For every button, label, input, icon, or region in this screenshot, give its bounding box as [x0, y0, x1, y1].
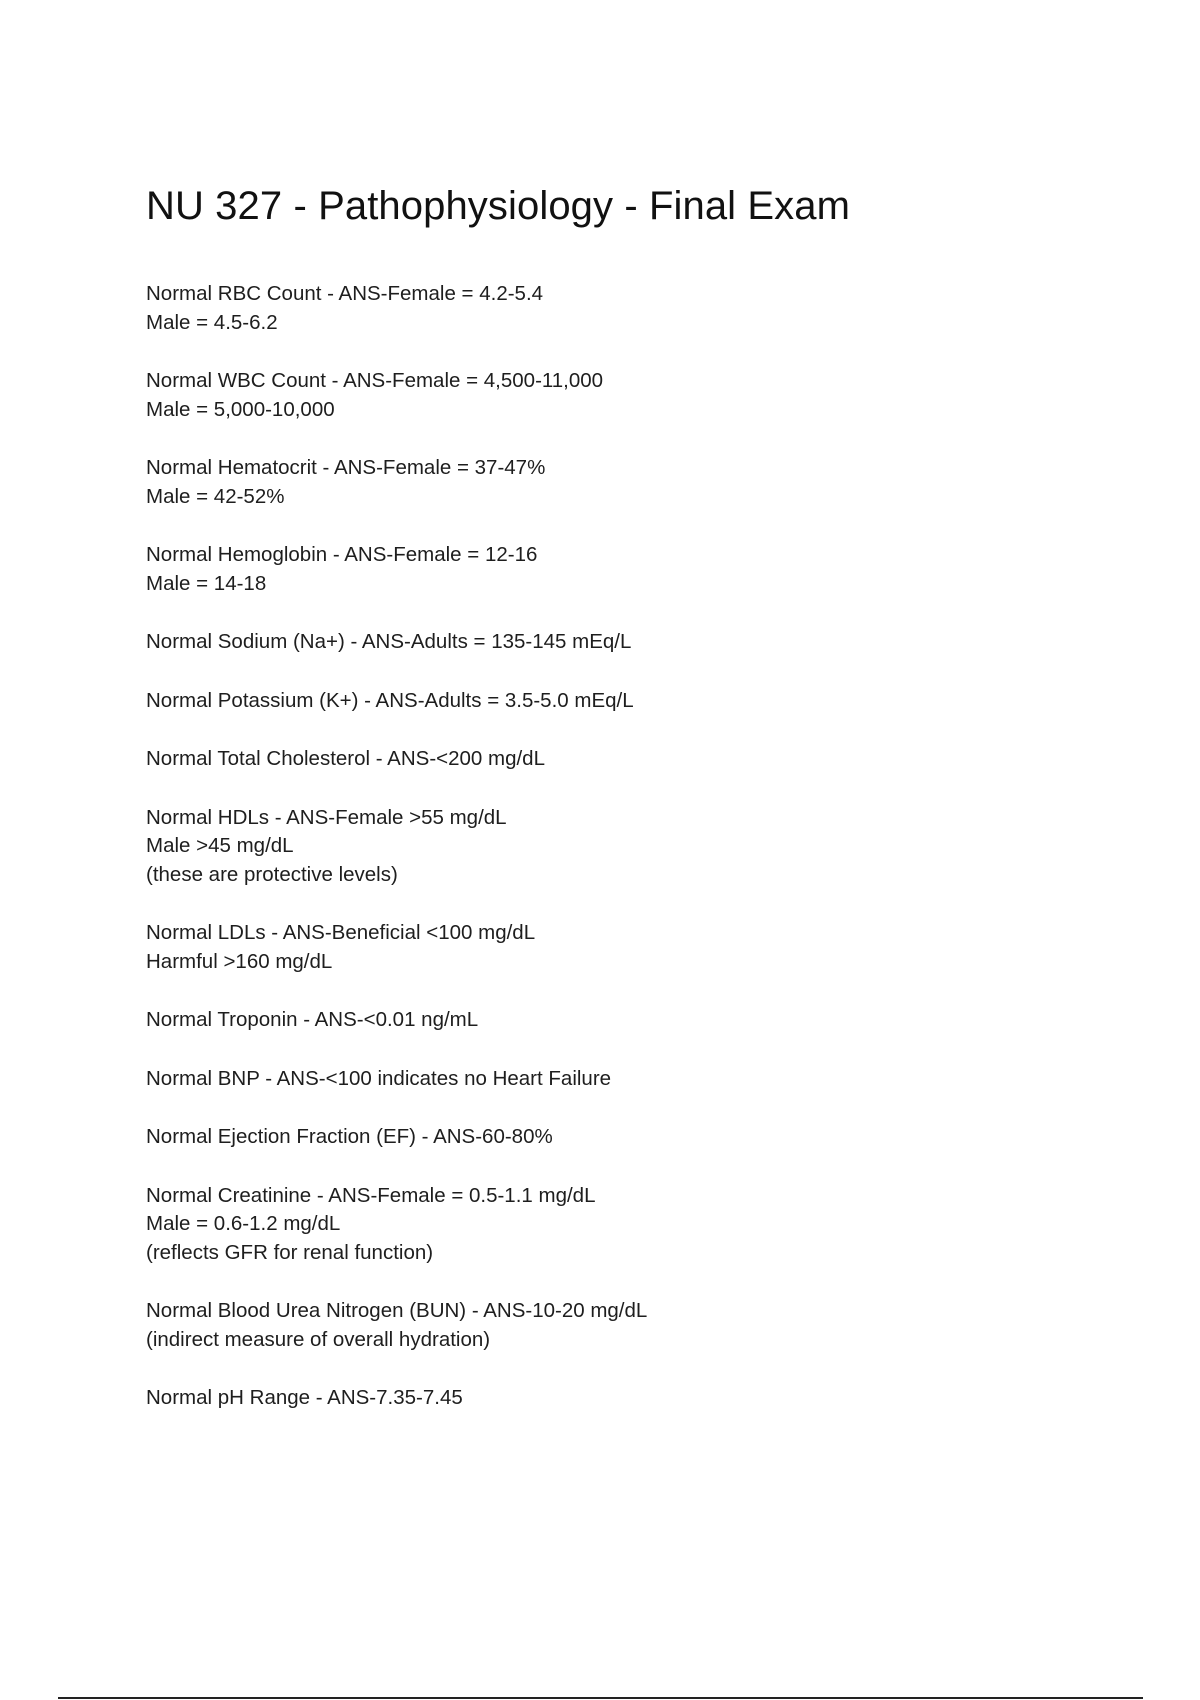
entry-hematocrit	[146, 454, 1046, 511]
page-title: NU 327 - Pathophysiology - Final Exam	[146, 184, 851, 228]
entry-ejection-fraction	[146, 1123, 1046, 1152]
entry-line: Normal Blood Urea Nitrogen (BUN) - ANS-10-20 mg/dL	[146, 1299, 648, 1322]
entry-hdls	[146, 804, 1046, 890]
lab-values-list	[146, 280, 1046, 1443]
entry-line: Normal Creatinine - ANS-Female = 0.5-1.1 mg/dL	[146, 1183, 596, 1207]
entry-line: Normal BNP - ANS-<100 indicates no Heart Failure	[146, 1066, 612, 1090]
entry-line: Male = 0.6-1.2 mg/dL	[146, 1212, 341, 1235]
entry-total-cholesterol	[146, 745, 1046, 774]
entry-hemoglobin	[146, 541, 1046, 598]
entry-line: Harmful >160 mg/dL	[146, 949, 333, 973]
entry-line: Male = 5,000-10,000	[146, 397, 335, 421]
entry-bnp	[146, 1065, 1046, 1094]
entry-rbc-count	[146, 280, 1046, 337]
entry-line: Male >45 mg/dL	[146, 834, 294, 857]
entry-ph-range	[146, 1384, 1046, 1413]
entry-line: Normal Ejection Fraction (EF) - ANS-60-80%	[146, 1125, 553, 1148]
footer-divider	[58, 1697, 1143, 1699]
entry-line: Male = 42-52%	[146, 484, 285, 508]
entry-line: Normal LDLs - ANS-Beneficial <100 mg/dL	[146, 921, 536, 944]
entry-line: Normal Sodium (Na+) - ANS-Adults = 135-145 mEq/L	[146, 630, 632, 653]
entry-ldls	[146, 919, 1046, 976]
entry-line: (reflects GFR for renal function)	[146, 1240, 434, 1264]
entry-line: Normal HDLs - ANS-Female >55 mg/dL	[146, 805, 507, 829]
entry-sodium	[146, 628, 1046, 657]
entry-wbc-count	[146, 367, 1046, 424]
entry-potassium	[146, 687, 1046, 716]
entry-line: Male = 4.5-6.2	[146, 310, 278, 334]
entry-line: Normal Potassium (K+) - ANS-Adults = 3.5-5.0 mEq/L	[146, 688, 634, 712]
entry-creatinine	[146, 1182, 1046, 1268]
entry-line: Normal Hemoglobin - ANS-Female = 12-16	[146, 543, 538, 566]
entry-bun	[146, 1297, 1046, 1354]
entry-line: Normal Total Cholesterol - ANS-<200 mg/dL	[146, 747, 545, 770]
entry-line: Normal Troponin - ANS-<0.01 ng/mL	[146, 1008, 479, 1031]
entry-line: (these are protective levels)	[146, 862, 398, 886]
entry-troponin	[146, 1006, 1046, 1035]
entry-line: Normal pH Range - ANS-7.35-7.45	[146, 1386, 463, 1409]
entry-line: Male = 14-18	[146, 571, 267, 595]
entry-line: Normal RBC Count - ANS-Female = 4.2-5.4	[146, 282, 544, 305]
entry-line: Normal WBC Count - ANS-Female = 4,500-11,000	[146, 369, 604, 392]
entry-line: (indirect measure of overall hydration)	[146, 1327, 491, 1351]
entry-line: Normal Hematocrit - ANS-Female = 37-47%	[146, 456, 546, 479]
